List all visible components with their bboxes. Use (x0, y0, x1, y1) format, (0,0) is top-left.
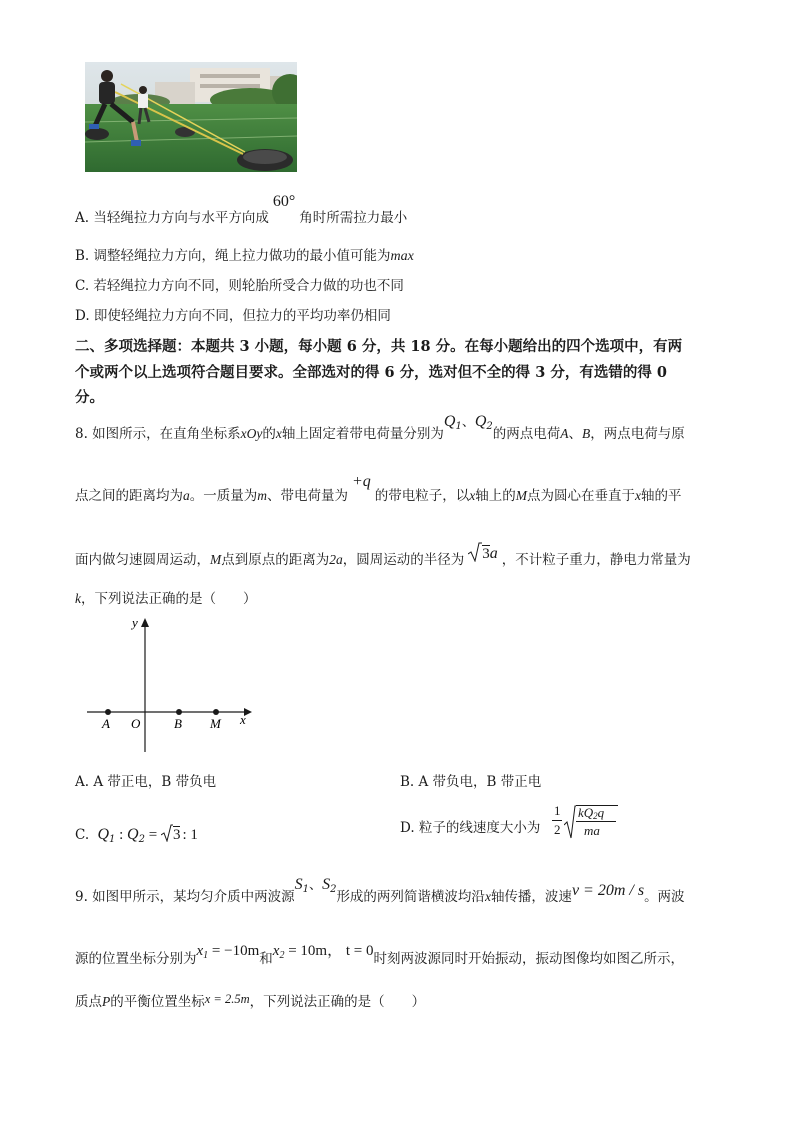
q7-angle: 60° (272, 193, 296, 210)
point-m (213, 709, 219, 715)
q7-option-b (75, 250, 414, 264)
q8-option-c: C. $Q_1$ : $Q_2 = 3$ : 1 (75, 826, 198, 845)
q7-option-b-math: max (390, 249, 414, 264)
q7-option-a (75, 193, 408, 226)
q8-option-d-formula: 1 2 kQ2q ma (552, 804, 622, 852)
q8-coordinate-figure (80, 612, 260, 757)
point-a (105, 709, 111, 715)
y-axis-arrow-icon (141, 618, 149, 627)
label-o: O (131, 716, 141, 731)
q7-option-d: D. 即使轻绳拉力方向不同，但拉力的平均功率仍相同 (75, 308, 391, 324)
q7-option-b-text: B. 调整轻绳拉力方向，绳上拉力做功的最小值可能为 (75, 248, 391, 264)
q8-line1: 8. 如图所示，在直角坐标系xOy的x轴上固定着带电荷量分别为$Q_1$、$Q_2$的两点电荷A、B，两点电荷与原 (75, 413, 685, 442)
q9-line1: 9. 如图甲所示，某均匀介质中两波源$S_1$、$S_2$形成的两列简谐横波均沿x轴传播，波速v = 20m / s。两波 (75, 876, 685, 905)
q7-option-a-text: A. 当轻绳拉力方向与水平方向成 (75, 210, 269, 226)
tire-pulling-photo (85, 62, 297, 172)
q8-radius-sqrt: 3a (468, 542, 498, 562)
q8-option-d: D. 粒子的线速度大小为 1 2 kQ2q ma (400, 822, 540, 836)
label-m: M (210, 716, 221, 731)
label-a: A (102, 716, 110, 731)
q9-line3: 质点P的平衡位置坐标x = 2.5m，下列说法正确的是（ ） (75, 992, 426, 1010)
q8-option-a: A. A 带正电，B 带负电 (75, 774, 217, 790)
section2-line1: 二、多项选择题：本题共 3 小题，每小题 6 分，共 18 分。在每小题给出的四个选项中，有两 (75, 338, 683, 355)
q7-option-c: C. 若轻绳拉力方向不同，则轮胎所受合力做的功也不同 (75, 278, 404, 294)
q8-option-b: B. A 带负电，B 带正电 (400, 774, 542, 790)
point-b (176, 709, 182, 715)
q7-option-a-suffix: 角时所需拉力最小 (299, 210, 408, 226)
x-label: x (240, 712, 246, 727)
y-label: y (132, 615, 138, 630)
q8-line2: 点之间的距离均为a。一质量为m、带电荷量为+q的带电粒子，以x轴上的M点为圆心在垂直于x轴的平 (75, 473, 682, 504)
q8-line3: 面内做匀速圆周运动，M点到原点的距离为2a，圆周运动的半径为 3a ，不计粒子重力，静电力常量为 (75, 548, 691, 568)
q8-line4: k，下列说法正确的是（ ） (75, 591, 257, 607)
label-b: B (174, 716, 182, 731)
section2-line2: 个或两个以上选项符合题目要求。全部选对的得 6 分，选对但不全的得 3 分，有选错的得 0 (75, 364, 668, 381)
section2-line3: 分。 (75, 389, 104, 406)
q9-line2: 源的位置坐标分别为$x_1 = -10m$和$x_2 = 10m$， t = 0时刻两波源同时开始振动，振动图像均如图乙所示， (75, 943, 684, 967)
